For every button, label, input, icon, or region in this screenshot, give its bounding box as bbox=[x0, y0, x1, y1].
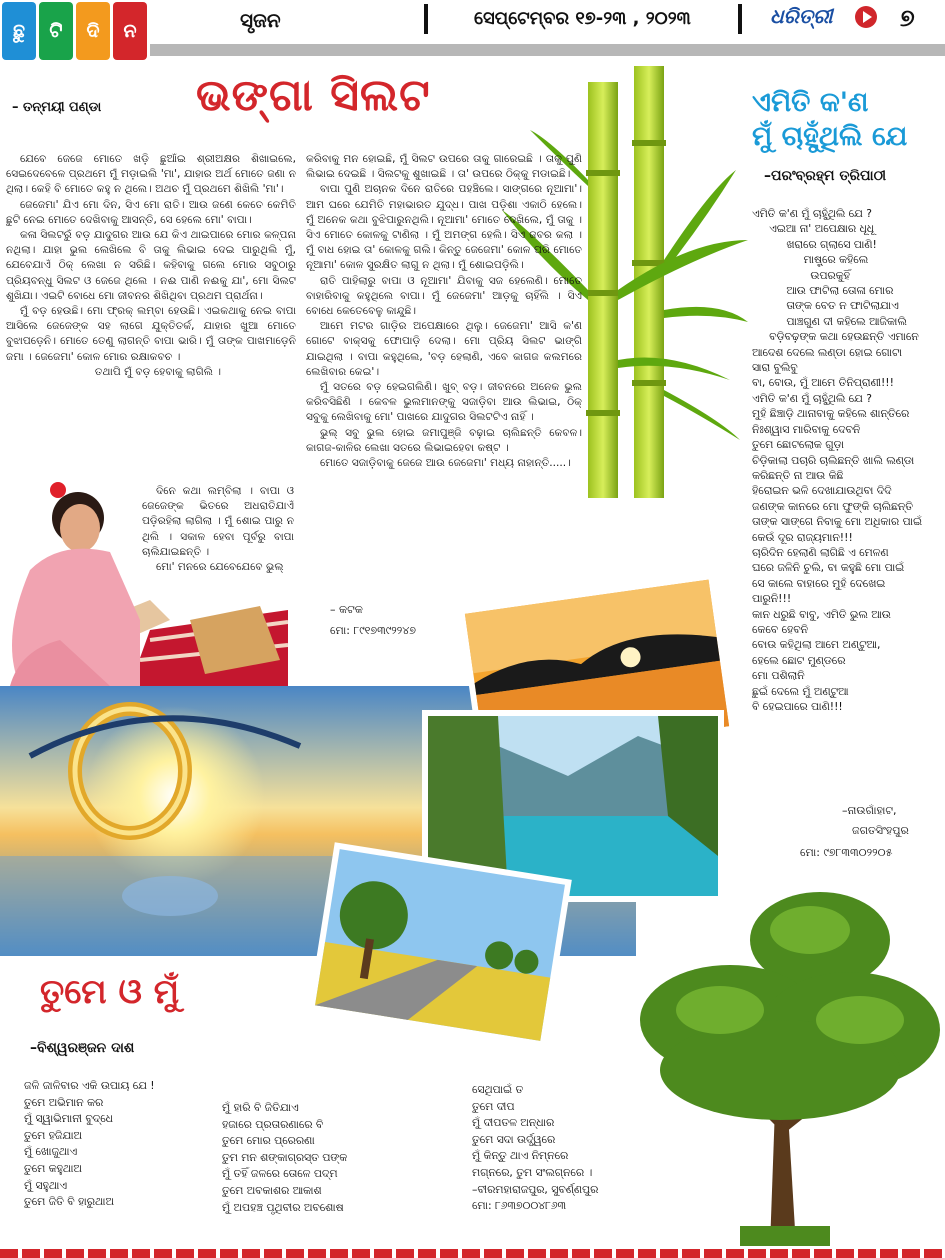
story2-poem bbox=[752, 206, 942, 714]
tree-illustration bbox=[620, 880, 942, 1246]
poem-line: ମୁଁ କିନ୍ତୁ ଥାଏ ନିମ୍ନରେ bbox=[472, 1149, 569, 1163]
poem-line: ମୁଁ ଦୀପତଳ ଅନ୍ଧାର bbox=[472, 1116, 555, 1130]
poem-line: ବୋଉ କହିଥିଲା ଆମେ ଅଣ୍ଟୁଆ, bbox=[752, 638, 881, 652]
paragraph: ବାପା ପୁଣି ଅଚାନକ ଦିନେ ରାତିରେ ପହଞ୍ଚିଲେ। ସାଙ୍ଗରେ ନୂଆମା'। ଆମ ଘରେ ଯେମିତି ମହାଭାରତ ଯୁଦ୍ଧ। ପାଖ ପଡ଼ିଶା ଏକାଠି ହେଲେ। ମୁଁ ଅନେକ କଥା ବୁଝିପାରୁନଥିଲି। ନୂଆମା' ମୋତେ ଦେଖିଲେ, ମୁଁ ତାକୁ । ସିଏ ମୋତେ କୋଳକୁ ଟାଣିଲା । ମୁଁ ଅମଙ୍ଗ ହେଲି। ସିଏ ଜବର କଲା । ମୁଁ ବାଧ ହୋଇ ତା' କୋଳକୁ ଗଲି। କିନ୍ତୁ ଜେଜେମା' କୋଳ ପରି ମୋତେ ନୂଆମା' କୋଳ ସୁରକ୍ଷିତ ଲାଗୁ ନ ଥିଲା। ମୁଁ ଶୋଇପଡ଼ିଲି। bbox=[306, 183, 582, 272]
story2-title-line: ମୁଁ ଚାହୁଁଥିଲି ଯେ bbox=[752, 121, 908, 152]
paragraph: ମୋତେ ସଜାଡ଼ିବାକୁ ଜେଜେ ଆଉ ଜେଜେମା' ମଧ୍ୟ ନାହାନ୍ତି.....। bbox=[320, 457, 571, 470]
paragraph: କରିବାକୁ ମନ ହୋଇଛି, ମୁଁ ସିଲଟ ଉପରେ ତାକୁ ଗାରେଇଛି । ତାକୁ ପୁଣି ଲିଭାଇ ଦେଇଛି । ସିଲଟକୁ ଶୁଖାଇଛି । ତା' ଉପରେ ଠିକ୍‌କୁ ମଡାଇଛି। bbox=[306, 153, 582, 181]
paragraph: ଯେବେ ଜେଜେ ମୋତେ ଖଡ଼ି ଛୁଆଁଇ ଶ୍ରୀଅକ୍ଷର ଶିଖାଇଲେ, ସେଇଦେବେଳେ ପ୍ରଥମେ ମୁଁ ମଡ଼ାଇଲି 'ମା', ଯାହାର ଅର୍ଥ ମୋତେ ଜଣା ନ ଥିଲା। କେହି ବି ମୋତେ କହୁ ନ ଥିଲେ। ଅଥଚ ମୁଁ ପ୍ରଥମେ ଶିଖିଲି 'ମା'। bbox=[6, 153, 296, 196]
paragraph: ଜେଜେମା' ଯିଏ ମୋ ଦିନ, ସିଏ ମୋ ରାତି। ଆଉ ଜଣେ କେତେ କେମିତି ଛୁଟି ନେଇ ମୋତେ ଦେଖିବାକୁ ଆସନ୍ତି, ସେ ହେଲେ ମୋ' ବାପା। bbox=[6, 198, 296, 226]
poem-line: ସେଥିପାଇଁ ତ bbox=[472, 1083, 524, 1096]
brand-letter: ଛୁ bbox=[2, 2, 36, 60]
poem-line: ମୁଁ ଅପହଞ୍ଚ ପୃଥିବୀର ଅବଶୋଷ bbox=[222, 1200, 344, 1214]
paragraph: ତଥାପି ମୁଁ ବଡ଼ ହେବାକୁ ଲାଗିଲି । bbox=[94, 365, 222, 378]
poem-line: ସେ କାଲେ ବାହାରେ ମୁହଁ ଦେଖେଇ bbox=[752, 576, 886, 590]
story1-column2 bbox=[306, 152, 582, 471]
brand-letter: ନ bbox=[113, 2, 147, 60]
story3-title: ତୁମେ ଓ ମୁଁ bbox=[40, 972, 180, 1012]
poem-line: ଉପରକୁହିଁ bbox=[752, 268, 850, 282]
paragraph: ମୋ' ମନରେ ଯେବେଯେବେ ଭୁଲ୍ bbox=[156, 561, 284, 574]
bottom-stripe bbox=[0, 1249, 945, 1258]
poem-line: ତୁମ ମନ ଶଙ୍କାଗ୍ରସ୍ତ ପଙ୍କ bbox=[222, 1150, 348, 1164]
poem-line: କରିଛନ୍ତି ନା ଆଉ କିଛି bbox=[752, 468, 844, 482]
story3-phone: ମୋ: ୮୬୩୭୦୦୪୮୬୩ bbox=[472, 1199, 566, 1213]
tree-road-photo bbox=[300, 840, 580, 1050]
poem-line: ହିରୋଇନ ଭଳି ଦେଖାଯାଉଥିବା ଦିଦି bbox=[752, 484, 892, 498]
poem-line: ହଜାରେ ପ୍ରତାରଣାରେ ବି bbox=[222, 1117, 324, 1131]
paragraph: ରାତି ପାହିଲାରୁ ବାପା ଓ ନୂଆମା' ଯିବାକୁ ସଜ ହେଲେଣି। ମୋତେ ବାହାରିବାକୁ କହୁଥିଲେ ବାପା। ମୁଁ ଜେଜେମା' ଆଡ଼କୁ ଚାହିଁଲି । ସିଏ ବୋଧେ କେତେବେଳୁ କାନ୍ଦୁଛି। bbox=[306, 274, 582, 318]
poem-line: ଛୁଇଁ ଦେଲେ ମୁଁ ଅଣ୍ଟୁଆ bbox=[752, 684, 849, 698]
poem-line: କାନ ଧରୁଛି ବାବୁ, ଏମିତି ଭୁଲ ଆଉ bbox=[752, 607, 891, 621]
poem-line: ତୁମେ କହୁଥାଅ bbox=[24, 1161, 82, 1175]
story2-place: –ନାଉଗାଁହାଟ, bbox=[842, 804, 897, 817]
paper-logo: ଧରିତ୍ରୀ bbox=[770, 4, 833, 28]
brand-letter: ଦି bbox=[76, 2, 110, 60]
poem-line: ଆଦେଶ ଦେଲେ ଲଣ୍ଡା ହୋଇ ଗୋଟା bbox=[752, 345, 902, 359]
poem-line: ମୁଁ ହାରି ବି ଜିତିଯାଏ bbox=[222, 1101, 299, 1114]
header-bar bbox=[150, 44, 945, 56]
poem-line: ମୁଁ ସ୍ୱାଭିମାନୀ ବୁଦ୍ଧେ bbox=[24, 1112, 113, 1126]
story1-phone: ମୋ: ୮୯୧୭୩୯୨୨୪୭ bbox=[330, 624, 416, 637]
poem-line: ତୁମେ ଛୋଟଲୋକ ଗୁଡ଼ା bbox=[752, 438, 844, 452]
brand-letter: ଟି bbox=[39, 2, 73, 60]
poem-line: ମଗ୍ନରେ, ତୁମ ସଂଲଗ୍ନରେ । bbox=[472, 1165, 593, 1179]
poem-line: ତୁମେ ଦୀପ bbox=[472, 1099, 515, 1113]
poem-line: ପାରୁନି!!! bbox=[752, 592, 792, 606]
story1-column1b bbox=[142, 484, 294, 575]
section-title: ସୃଜନ bbox=[240, 8, 281, 32]
poem-line: ବି ହେଇପାରେ ପାଣି!!! bbox=[752, 700, 843, 713]
poem-line: ତୁମେ ସଦା ଉର୍ଦ୍ଧ୍ୱରେ bbox=[472, 1132, 556, 1146]
poem-line: ଏମିତି କ'ଣ ମୁଁ ଚାହୁଁଥିଲି ଯେ ? bbox=[752, 391, 872, 405]
poem-line: କେବେ ହେବନି bbox=[752, 622, 809, 636]
paragraph: ଦିନେ କଥା ଲମ୍ବିଲା । ବାପା ଓ ଜେଜେଙ୍କ ଭିତରେ ଅଧରାତିଯାଏଁ ପଡ଼ିରହିଲା ଲାଗିଲା । ମୁଁ ଶୋଇ ପାରୁ ନ ଥିଲି । ସକାଳ ହେବା ପୂର୍ବରୁ ବାପା ଚାଲିଯାଇଛନ୍ତି । bbox=[142, 485, 294, 558]
brand-logo bbox=[2, 2, 147, 60]
poem-line: ଏମିତି କ'ଣ ମୁଁ ଚାହୁଁଥିଲି ଯେ ? bbox=[752, 207, 872, 220]
story2-title-line: ଏମିତି କ'ଣ bbox=[752, 87, 869, 118]
paragraph: ଭୁଲ୍ ସବୁ ଭୁଲ ହୋଇ ଜମାପୁଞ୍ଜି ବଢ଼ାଇ ଚାଲିଛନ୍ତି କେବଳ। କାଗଜ-କାଳିର ଲେଖା ସତରେ ଲିଭାଇହେବା କଷ୍ଟ । bbox=[306, 426, 582, 454]
story2-place: ଜଗତସିଂହପୁର bbox=[852, 824, 909, 837]
story3-place: –ବୀରମହାରାଜପୁର, ସୁବର୍ଣ୍ଣପୁର bbox=[472, 1182, 599, 1196]
poem-line: ତୁମେ ଅବକାଶର ଆକାଶ bbox=[222, 1183, 322, 1197]
poem-line: ତୁମେ ହଜିଯାଅ bbox=[24, 1128, 83, 1142]
poem-line: ମାଷ୍ଟ୍ରେ କହିଲେ bbox=[752, 253, 869, 267]
poem-line: ଆଉ ଫାଟିଲା ତୋଳା ମୋର bbox=[752, 284, 894, 298]
story2-author: –ପରଂବ୍ରହ୍ମ ତ୍ରିପାଠୀ bbox=[764, 168, 886, 184]
poem-line: ତାଙ୍କ ସାଙ୍ଗେ ନିବାକୁ ମୋ ଅଧିକାର ପାଇଁ bbox=[752, 515, 922, 529]
poem-line: ତୁମେ ମୋର ପ୍ରେରଣା bbox=[222, 1134, 315, 1148]
poem-line: ଜଳି ଜାଳିବାର ଏକି ଉପାୟ ଯେ ! bbox=[24, 1079, 155, 1092]
poem-line: ଜଣଙ୍କ କାନରେ ମୋ ଫୁଙ୍କି ଚାଲିଛନ୍ତି bbox=[752, 499, 913, 513]
poem-line: ଏଇଆ ନା' ଅପେକ୍ଷାର ଧୂଧୂ bbox=[752, 222, 875, 236]
poem-line: ଖରାରେ ଗ୍ଲାସେ ପାଣି! bbox=[752, 237, 877, 251]
poem-line: ମୁଁ ଖୋଜୁଥାଏ bbox=[24, 1145, 78, 1159]
story1-author: – ତନ୍ମୟୀ ପଣ୍ଡା bbox=[12, 100, 102, 115]
paragraph: ମୁଁ ବଡ଼ ହେଉଛି। ମୋ ଫ୍ରକ୍ ଲମ୍ବା ହେଉଛି। ଏଇକଥାକୁ ନେଇ ବାପା ଆସିଲେ ଜେଜେଙ୍କ ସହ ଲାଗେ ଯୁକ୍ତିତର୍କ, ଯାହାର ଖୁଆ ମୋତେ ବୁଝାପଡ଼େନି। ମୋତେ ତେଣୁ ଲାଗନ୍ତି ବାପା ଭାରି। ମୁଁ ତାଙ୍କ ପାଖମାଡ଼େନି ଜମା । ଜେଜେମା' କୋଳ ମୋର ରକ୍ଷାକବଚ । bbox=[6, 305, 296, 363]
poem-line: ସାରା ବୁଲିବୁ bbox=[752, 361, 798, 375]
header-divider bbox=[738, 4, 742, 34]
masthead bbox=[0, 0, 945, 62]
play-icon bbox=[855, 6, 877, 28]
poem-line: ମୋ ପଶିଲାନି bbox=[752, 669, 805, 683]
story3-poem-column2 bbox=[222, 1100, 462, 1216]
poem-line: ନିଃଶ୍ୱାସ ମାରିବାକୁ ଦେବନି bbox=[752, 422, 861, 436]
paragraph: ଆମେ ମଟର ଗାଡ଼ିର ଅପେକ୍ଷାରେ ଥିଲୁ। ଜେଜେମା' ଆସି କ'ଣ ଗୋଟେ ବାକ୍ସକୁ ଫୋପାଡ଼ି ଦେଲା। ମୋ ପ୍ରିୟ ସିଲଟ ଭାଙ୍ଗି ଯାଇଥିଲା । ବାପା କହୁଥିଲେ, 'ବଡ଼ ହେଲାଣି, ଏବେ କାଗଜ କଲମରେ ଲେଖିବାର କେଇ'। bbox=[306, 320, 582, 378]
story1-title: ଭଙ୍ଗା ସିଲଟ bbox=[196, 70, 431, 121]
poem-line: ପାଞ୍ଚଗୁଣ ଦୀ କହିଲେ ଆଜିକାଲି bbox=[752, 314, 907, 328]
poem-line: ଚିଡ଼ିକାଲା ପଚାରି ଚାଲିଛନ୍ତି ଖାଲି ଲଣ୍ଡା bbox=[752, 453, 915, 467]
header-divider bbox=[424, 4, 428, 34]
story2-phone: ମୋ: ୯୭୮୩୩୦୨୨୦୫ bbox=[800, 846, 893, 859]
paragraph: କଳା ସିଲଟରୁଁ ବଡ଼ ଯାଦୁଗର ଆଉ ଯେ କିଏ ଥାଇପାରେ ମୋର କଳ୍ପନା ନଥିଲା। ଯାହା ଭୁଲ ଲେଖିଲେ ବି ତାକୁ ଲିଭାଇ ଦେଇ ପାରୁଥିଲି ମୁଁ, ଯେବେଯାଏଁ ଠିକ୍ ଲେଖା ନ ସରିଛି। କହିବାକୁ ଗଲେ ମୋର ସବୁଠାରୁ ପ୍ରିୟବନ୍ଧୁ ସିଲଟ ଓ ଜେଜେ ଥିଲେ । ନଈ ପାଣି ନଈକୁ ଯା', ମୋ ସିଲଟ ଶୁଖିଯା। ଏଇଟି ବୋଧେ ମୋ ଜୀବନର ଶିଖିଥିବା ପ୍ରଥମ ପ୍ରାର୍ଥନା। bbox=[6, 229, 296, 302]
poem-line: ମୁହଁ ଛିଞ୍ଚାଡ଼ି ଥାନାବାକୁ କହିଲେ ଶାନ୍ତିରେ bbox=[752, 407, 910, 421]
poem-line: ମୁଁ ତହିଁ ଜଳରେ ତୋଳେ ପଦ୍ମ bbox=[222, 1167, 338, 1181]
poem-line: ଘରେ ଜଳିନି ଚୁଲି, ବା କହୁଛି ମୋ ପାଇଁ bbox=[752, 561, 905, 575]
poem-line: ହେଲେ ଛୋଟ ମୁଣ୍ଡରେ bbox=[752, 653, 846, 667]
poem-line: ବଡ଼ିବଢ଼ଙ୍କ କଥା ହେଉଛନ୍ତି ଏମାନେ bbox=[752, 330, 919, 344]
paragraph: ମୁଁ ସତରେ ବଡ଼ ହେଇଗଲିଣି। ଖୁବ୍ ବଡ଼। ଜୀବନରେ ଅନେକ ଭୁଲ କରିବସିଛିଣି । କେବଳ ଭୁଲମାନଙ୍କୁ ସଜାଡ଼ିବା ଆଉ ଲିଭାଇ, ଠିକ୍ ସବୁକୁ ଲେଖିବାକୁ ମୋ' ପାଖରେ ଯାଦୁଗର ସିଲଟଟିଏ ନାହିଁ । bbox=[306, 381, 582, 424]
story3-poem-column3 bbox=[472, 1082, 642, 1215]
poem-line: ଚାରିଦିନ ହେଲାଣି ଲାଗିଛି ଏ ମେଳଣ bbox=[752, 545, 889, 559]
poem-line: କେଉଁ ଦୂର ରାଜ୍ୟମାନ!!! bbox=[752, 530, 853, 544]
poem-line: ତୁମେ ଅଭିମାନ କର bbox=[24, 1095, 104, 1109]
story1-column1 bbox=[6, 152, 296, 380]
story2-title bbox=[752, 86, 942, 154]
poem-line: ତାଙ୍କ ବେତ ନ ଫାଟିଲାଯାଏ bbox=[752, 299, 899, 313]
page-number: ୭ bbox=[900, 4, 915, 32]
poem-line: ମୁଁ ସହୁଥାଏ bbox=[24, 1178, 67, 1192]
story1-place: – କଟକ bbox=[330, 603, 363, 616]
story3-poem-column1 bbox=[24, 1078, 214, 1211]
issue-date: ସେପ୍ଟେମ୍ବର ୧୭-୨୩ , ୨୦୨୩ bbox=[474, 8, 691, 29]
poem-line: ତୁମେ ଜିତି ବି ହାରୁଥାଅ bbox=[24, 1195, 114, 1209]
story3-author: –ବିଶ୍ୱରଞ୍ଜନ ଦାଶ bbox=[30, 1040, 135, 1056]
poem-line: ବା, ବୋଉ, ମୁଁ ଆମେ ତିନିପ୍ରାଣୀ!!! bbox=[752, 376, 894, 390]
